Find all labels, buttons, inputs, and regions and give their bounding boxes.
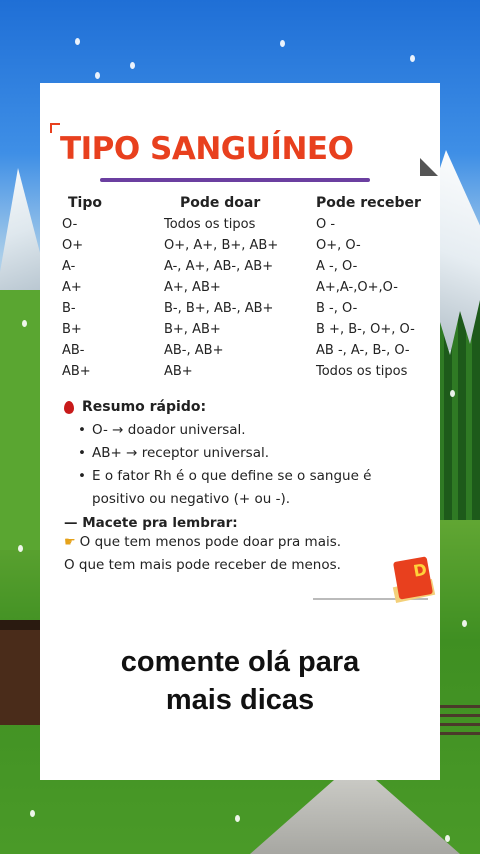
- pointing-hand-icon: ☛: [64, 535, 76, 550]
- snowflake: [445, 835, 450, 842]
- cell-tipo: B-: [62, 301, 76, 316]
- caption-line-1: comente olá para: [120, 646, 360, 678]
- page-fold-icon: [420, 158, 438, 176]
- cell-pode-receber: O+, O-: [316, 238, 361, 253]
- cell-pode-receber: Todos os tipos: [316, 364, 408, 379]
- cell-pode-doar: A-, A+, AB-, AB+: [164, 259, 274, 274]
- caption-line-2: mais dicas: [165, 684, 315, 716]
- macete-line-1: [64, 531, 424, 554]
- macete-line-1-text: O que tem menos pode doar pra mais.: [79, 534, 342, 550]
- snowflake: [30, 810, 35, 817]
- cell-tipo: O-: [62, 217, 78, 232]
- header-pode-receber: Pode receber: [316, 195, 421, 211]
- table-row: [62, 238, 432, 258]
- snowflake: [18, 545, 23, 552]
- summary-section: [64, 399, 424, 577]
- table-row: [62, 259, 432, 279]
- sticker-letter: D: [411, 559, 429, 581]
- caption: [40, 643, 440, 719]
- list-item: • AB+ → receptor universal.: [78, 442, 424, 465]
- list-item: • E o fator Rh é o que define se o sangue é positivo ou negativo (+ ou -).: [78, 465, 424, 511]
- cell-tipo: A+: [62, 280, 82, 295]
- macete-title: — Macete pra lembrar:: [64, 515, 238, 531]
- title-underline: [100, 178, 370, 182]
- table-row: [62, 343, 432, 363]
- cell-pode-doar: B+, AB+: [164, 322, 221, 337]
- cell-pode-doar: Todos os tipos: [164, 217, 256, 232]
- cell-pode-receber: A+,A-,O+,O-: [316, 280, 398, 295]
- snowflake: [22, 320, 27, 327]
- page-title: TIPO SANGUÍNEO: [60, 131, 354, 167]
- cell-pode-receber: O -: [316, 217, 336, 232]
- macete-line-2: O que tem mais pode receber de menos.: [64, 557, 341, 573]
- list-item: • O- → doador universal.: [78, 419, 424, 442]
- snowflake: [410, 55, 415, 62]
- snowflake: [95, 72, 100, 79]
- fence: [440, 705, 480, 735]
- header-tipo: Tipo: [68, 195, 102, 211]
- snowflake: [130, 62, 135, 69]
- cell-pode-doar: AB+: [164, 364, 193, 379]
- cell-tipo: AB-: [62, 343, 85, 358]
- table-row: [62, 364, 432, 384]
- cell-pode-doar: AB-, AB+: [164, 343, 224, 358]
- table-row: [62, 217, 432, 237]
- title-corner-mark: [50, 123, 60, 133]
- snowflake: [75, 38, 80, 45]
- snowflake: [280, 40, 285, 47]
- header-pode-doar: Pode doar: [180, 195, 261, 211]
- blood-drop-icon: [64, 401, 74, 414]
- road: [250, 780, 460, 854]
- snowflake: [235, 815, 240, 822]
- info-card: [40, 83, 440, 780]
- summary-list: [78, 419, 424, 511]
- cell-pode-receber: B -, O-: [316, 301, 358, 316]
- cell-tipo: A-: [62, 259, 76, 274]
- cell-tipo: AB+: [62, 364, 91, 379]
- cell-tipo: B+: [62, 322, 82, 337]
- summary-heading: [64, 399, 424, 415]
- snowflake: [462, 620, 467, 627]
- table-row: [62, 322, 432, 342]
- table-row: [62, 280, 432, 300]
- cell-pode-doar: B-, B+, AB-, AB+: [164, 301, 274, 316]
- cell-pode-receber: AB -, A-, B-, O-: [316, 343, 410, 358]
- table-row: [62, 301, 432, 321]
- cell-pode-receber: A -, O-: [316, 259, 358, 274]
- barn: [0, 620, 42, 725]
- cell-pode-doar: O+, A+, B+, AB+: [164, 238, 279, 253]
- corner-sticker: [393, 556, 433, 599]
- cell-pode-doar: A+, AB+: [164, 280, 221, 295]
- snowflake: [450, 390, 455, 397]
- cell-pode-receber: B +, B-, O+, O-: [316, 322, 415, 337]
- summary-title: Resumo rápido:: [82, 399, 207, 415]
- cell-tipo: O+: [62, 238, 84, 253]
